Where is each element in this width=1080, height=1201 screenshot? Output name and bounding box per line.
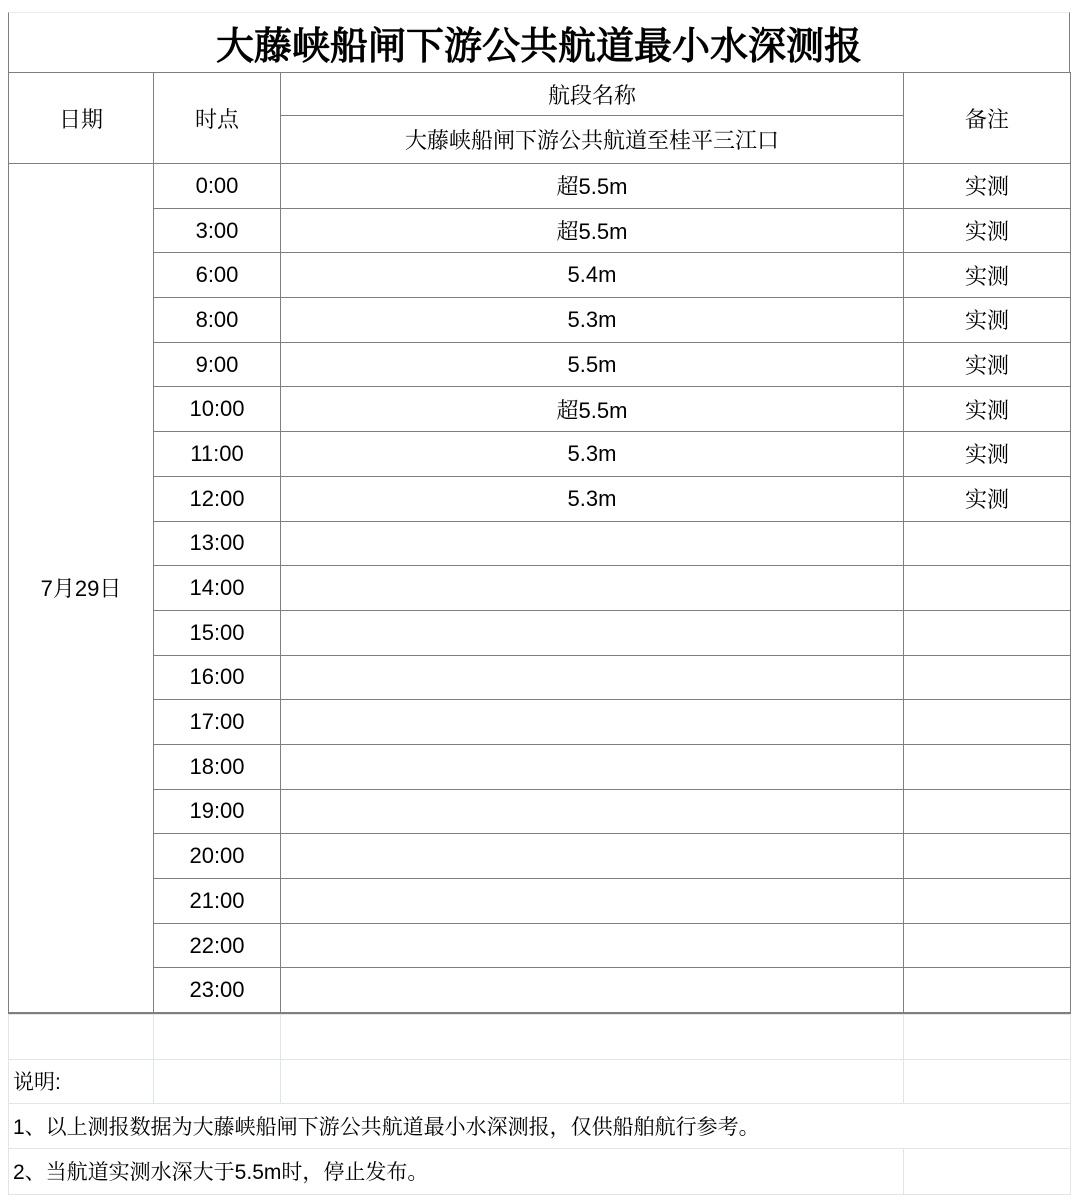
time-cell: 20:00: [154, 834, 281, 879]
depth-cell: 5.3m: [281, 432, 904, 477]
depth-cell: [281, 968, 904, 1013]
note-2: 2、当航道实测水深大于5.5m时，停止发布。: [9, 1148, 904, 1194]
remark-cell: [904, 923, 1071, 968]
depth-cell: [281, 834, 904, 879]
remark-cell: [904, 521, 1071, 566]
data-rows: [9, 164, 1071, 1013]
remark-cell: 实测: [904, 432, 1071, 477]
remark-cell: [904, 789, 1071, 834]
report-sheet: [8, 12, 1070, 1195]
depth-cell: 超5.5m: [281, 208, 904, 253]
notes-section: [8, 1014, 1071, 1195]
time-cell: 8:00: [154, 298, 281, 343]
depth-cell: 5.4m: [281, 253, 904, 298]
depth-cell: [281, 566, 904, 611]
time-cell: 23:00: [154, 968, 281, 1013]
depth-cell: [281, 789, 904, 834]
time-cell: 17:00: [154, 700, 281, 745]
remark-cell: [904, 834, 1071, 879]
depth-cell: 5.3m: [281, 476, 904, 521]
remark-cell: 实测: [904, 208, 1071, 253]
depth-cell: 超5.5m: [281, 164, 904, 209]
depth-cell: [281, 521, 904, 566]
depth-cell: [281, 879, 904, 924]
table-row: [9, 566, 1071, 611]
table-row: [9, 476, 1071, 521]
depth-cell: 5.5m: [281, 342, 904, 387]
empty-cell: [904, 1148, 1071, 1194]
table-row: [9, 521, 1071, 566]
time-cell: 0:00: [154, 164, 281, 209]
depth-cell: [281, 655, 904, 700]
time-cell: 11:00: [154, 432, 281, 477]
table-row: [9, 610, 1071, 655]
time-cell: 19:00: [154, 789, 281, 834]
empty-cell: [9, 1014, 154, 1059]
depth-cell: [281, 700, 904, 745]
time-cell: 22:00: [154, 923, 281, 968]
note-row: [9, 1103, 1071, 1148]
time-cell: 21:00: [154, 879, 281, 924]
table-row: [9, 789, 1071, 834]
depth-cell: [281, 923, 904, 968]
time-cell: 9:00: [154, 342, 281, 387]
table-row: [9, 744, 1071, 789]
time-cell: 6:00: [154, 253, 281, 298]
empty-cell: [904, 1014, 1071, 1059]
note-row: [9, 1148, 1071, 1194]
depth-table-header: [9, 73, 1071, 164]
remark-cell: [904, 566, 1071, 611]
empty-cell: [154, 1014, 281, 1059]
table-row: [9, 387, 1071, 432]
time-cell: 3:00: [154, 208, 281, 253]
depth-cell: [281, 744, 904, 789]
time-cell: 14:00: [154, 566, 281, 611]
remark-cell: [904, 700, 1071, 745]
time-cell: 13:00: [154, 521, 281, 566]
remark-cell: [904, 879, 1071, 924]
table-row: [9, 253, 1071, 298]
empty-cell: [281, 1059, 904, 1103]
header-remark: 备注: [904, 73, 1071, 164]
table-row: [9, 342, 1071, 387]
header-section-sub: 大藤峡船闸下游公共航道至桂平三江口: [281, 116, 904, 164]
table-row: [9, 879, 1071, 924]
remark-cell: 实测: [904, 476, 1071, 521]
table-row: [9, 968, 1071, 1013]
date-cell: 7月29日: [9, 164, 154, 1013]
remark-cell: [904, 968, 1071, 1013]
time-cell: 10:00: [154, 387, 281, 432]
notes-label-row: [9, 1059, 1071, 1103]
table-row: [9, 298, 1071, 343]
remark-cell: [904, 610, 1071, 655]
note-1: 1、以上测报数据为大藤峡船闸下游公共航道最小水深测报，仅供船舶航行参考。: [9, 1103, 1071, 1148]
time-cell: 16:00: [154, 655, 281, 700]
report-title: 大藤峡船闸下游公共航道最小水深测报: [8, 12, 1070, 72]
remark-cell: [904, 744, 1071, 789]
header-section: 航段名称: [281, 73, 904, 116]
table-row: [9, 655, 1071, 700]
time-cell: 15:00: [154, 610, 281, 655]
empty-cell: [154, 1059, 281, 1103]
depth-table: [8, 72, 1071, 1014]
depth-cell: 超5.5m: [281, 387, 904, 432]
table-row: [9, 164, 1071, 209]
time-cell: 12:00: [154, 476, 281, 521]
remark-cell: 实测: [904, 387, 1071, 432]
remark-cell: 实测: [904, 342, 1071, 387]
remark-cell: 实测: [904, 164, 1071, 209]
table-row: [9, 208, 1071, 253]
remark-cell: 实测: [904, 253, 1071, 298]
remark-cell: [904, 655, 1071, 700]
time-cell: 18:00: [154, 744, 281, 789]
header-time: 时点: [154, 73, 281, 164]
table-row: [9, 700, 1071, 745]
table-row: [9, 432, 1071, 477]
empty-cell: [904, 1059, 1071, 1103]
depth-cell: [281, 610, 904, 655]
table-row: [9, 923, 1071, 968]
spacer-row: [9, 1014, 1071, 1059]
depth-cell: 5.3m: [281, 298, 904, 343]
table-row: [9, 834, 1071, 879]
empty-cell: [281, 1014, 904, 1059]
remark-cell: 实测: [904, 298, 1071, 343]
header-date: 日期: [9, 73, 154, 164]
notes-label: 说明:: [9, 1059, 154, 1103]
